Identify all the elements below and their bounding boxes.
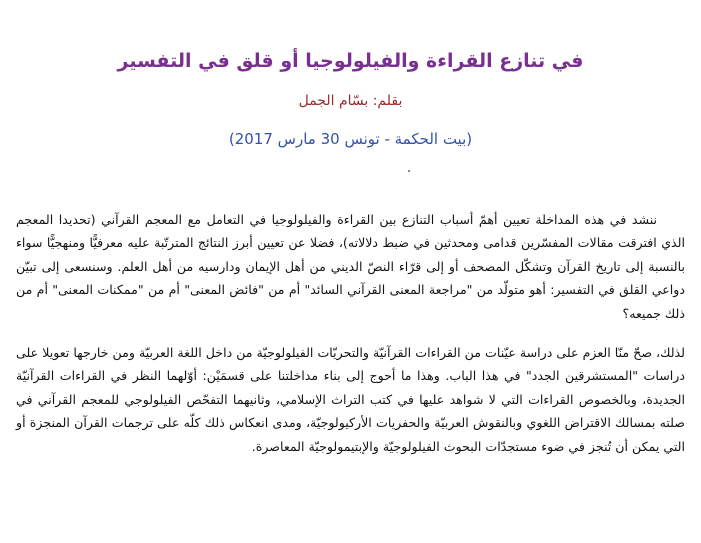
body-paragraph-2: لذلك، صحّ منّا العزم على دراسة عيّنات من القراءات القرآنيّة والتحريّات الفيلولوجيّة من داخل اللغة العربيّة ومن خارجها تعويلا على دراسات "المستشرقين الجدد" في هذا الباب. وهذا ما أحوج إلى بناء مداخلتنا على قسمَيْن: أوّلهما النظر في القراءات القرآنيّة الجديدة، وبالخصوص القراءات التي لا شواهد عليها في كتب التراث الإسلامي، وثانيهما التفحّص الفيلولوجي للمعجم القرآني في صلته بمسالك الاقتراض اللغوي وبالنقوش العربيّة والحفريات الأركيولوجيّة، ومدى انعكاس ذلك كلّه على ترجمات القرآن المنجزة أو التي يمكن أن تُنجز في ضوء مستجدّات البحوث الفيلولوجيّة والإبتيمولوجيّة المعاصرة. [16,345,685,454]
author-line: بقلم: بسّام الجمل [298,93,403,109]
venue-date-line: (بيت الحكمة - تونس 30 مارس 2017) [228,130,473,148]
body-paragraph-1: ننشد في هذه المداخلة تعيين أهمّ أسباب التنازع بين القراءة والفيلولوجيا في التعامل مع المعجم القرآني (تحديدا المعجم الذي افترقت مقالات المفسّرين قدامى ومحدثين في ضبط دلالاته)، فضلا عن تعيين أبرز النتائج المترتّبة عليه معرفيًّا ومنهجيًّا سواء بالنسبة إلى تاريخ القرآن وتشكّل المصحف أو إلى قرّاء النصّ الديني من أهل الإيمان ودارسيه من أهل العلم. وسنسعى إلى تبيّن دواعي القلق في التفسير: أهو متولّد من "مراجعة المعنى القرآني السائد" أم من "فائض المعنى" أم من "ممكنات المعنى" أم من ذلك جميعه؟ [16,212,685,321]
stray-dot [408,170,410,172]
document-title: في تنازع القراءة والفيلولوجيا أو قلق في التفسير [117,50,584,72]
